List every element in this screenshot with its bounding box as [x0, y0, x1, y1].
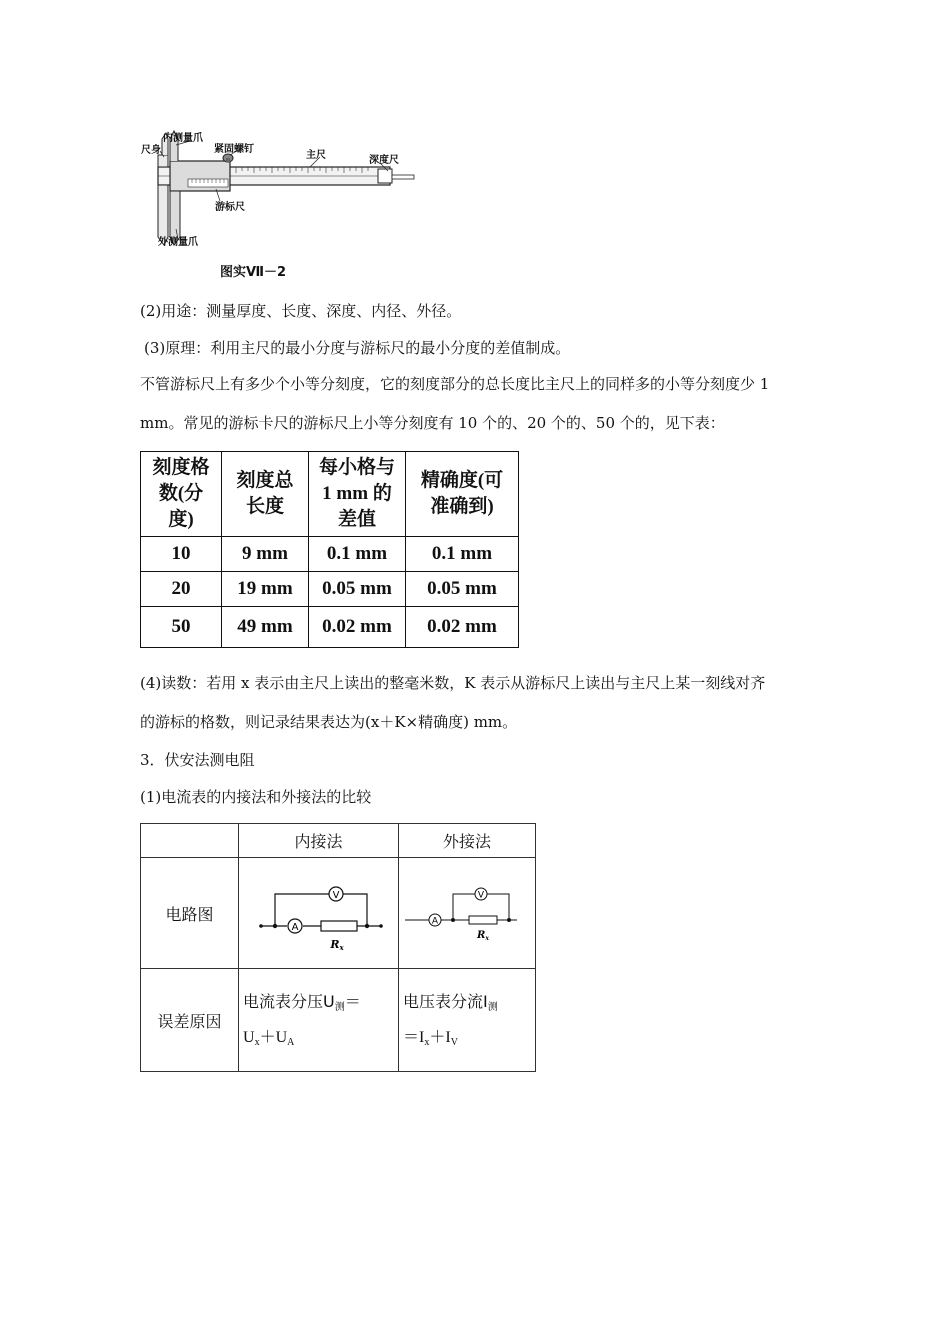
resistor-label: $R_x$ [477, 930, 489, 942]
ammeter-label: A [291, 922, 299, 933]
junction-dot [451, 918, 455, 922]
ammeter-label: A [431, 916, 439, 927]
para-desc-line2: mm。常见的游标卡尺的游标尺上小等分刻度有 10 个的、20 个的、50 个的，见下表： [140, 414, 725, 432]
table-cell: 0.02 mm [406, 607, 519, 648]
junction-dot [365, 924, 369, 928]
header-precision [406, 452, 519, 537]
inner-circuit-diagram [239, 858, 398, 964]
table-cell: 20 [141, 572, 222, 607]
label-inner-jaws: 内测量爪 [163, 133, 203, 144]
header-outer-method: 外接法 [399, 824, 536, 858]
terminal-dot [259, 924, 263, 928]
header-line: 度) [168, 509, 194, 530]
depth-rod [392, 175, 414, 179]
voltmeter-label: V [332, 890, 340, 901]
table-cell: 0.05 mm [406, 572, 519, 607]
row-label-circuit: 电路图 [141, 858, 239, 969]
header-divisions [141, 452, 222, 537]
label-depth-rod: 深度尺 [369, 155, 399, 166]
para-use: (2)用途：测量厚度、长度、深度、内径、外径。 [140, 302, 462, 320]
table-cell: 9 mm [222, 537, 309, 572]
beam-end-cap [378, 169, 392, 183]
figure-caption: 图实Ⅶ－2 [220, 265, 287, 280]
section-3-heading: 3．伏安法测电阻 [140, 751, 255, 769]
header-line: 长度 [245, 496, 284, 517]
label-lock-screw: 紧固螺钉 [214, 144, 254, 155]
row-label-error: 误差原因 [141, 969, 239, 1072]
header-total-length [222, 452, 309, 537]
table-cell: 0.1 mm [406, 537, 519, 572]
junction-dot [507, 918, 511, 922]
table-cell: 50 [141, 607, 222, 648]
table-cell: 49 mm [222, 607, 309, 648]
outer-error-cell [399, 969, 536, 1072]
label-ruler-body: 尺身 [141, 145, 161, 156]
header-line: 数(分 [158, 483, 204, 504]
header-inner-method: 内接法 [239, 824, 399, 858]
comparison-header-row [141, 824, 536, 858]
header-line: 1 mm 的 [322, 483, 392, 504]
table-cell: 0.02 mm [309, 607, 406, 648]
resistor-icon [321, 921, 357, 931]
outer-circuit-cell [399, 858, 536, 969]
inner-circuit-cell [239, 858, 399, 969]
table-cell: 0.1 mm [309, 537, 406, 572]
caliper-figure [140, 125, 420, 285]
header-line: 刻度总 [236, 470, 294, 491]
table-row [141, 607, 519, 648]
junction-dot [273, 924, 277, 928]
table-cell: 10 [141, 537, 222, 572]
table-row [141, 537, 519, 572]
para-reading-line2: 的游标的格数，则记录结果表达为(x＋K×精确度) mm。 [140, 713, 518, 731]
outer-circuit-diagram [399, 858, 535, 964]
header-line: 差值 [337, 509, 376, 530]
table-row [141, 572, 519, 607]
inner-error-line1: 电流表分压$U_测=$ [243, 992, 361, 1013]
precision-table [140, 451, 519, 648]
header-empty [141, 824, 239, 858]
para-principle: (3)原理：利用主尺的最小分度与游标尺的最小分度的差值制成。 [144, 339, 571, 357]
circuit-row [141, 858, 536, 969]
inner-error-line2: $U_x+U_A$ [243, 1029, 295, 1048]
table-cell: 0.05 mm [309, 572, 406, 607]
resistor-icon [469, 916, 497, 924]
header-line: 准确到) [430, 496, 494, 517]
outer-error-line1: 电压表分流$I_测$ [403, 992, 498, 1013]
inner-error-cell [239, 969, 399, 1072]
section-3-1-heading: (1)电流表的内接法和外接法的比较 [140, 788, 372, 806]
precision-header-row [141, 452, 519, 537]
error-row [141, 969, 536, 1072]
terminal-dot [379, 924, 383, 928]
header-line: 精确度(可 [420, 470, 504, 491]
voltmeter-label: V [477, 890, 485, 901]
comparison-table [140, 823, 536, 1072]
para-desc-line1: 不管游标尺上有多少个小等分刻度，它的刻度部分的总长度比主尺上的同样多的小等分刻度少 1 [140, 375, 770, 393]
label-vernier: 游标尺 [215, 202, 245, 213]
header-difference [309, 452, 406, 537]
outer-error-line2: $=I_x+I_V$ [403, 1029, 458, 1048]
resistor-label: Rx [330, 938, 344, 952]
label-main-scale: 主尺 [306, 150, 326, 161]
table-cell: 19 mm [222, 572, 309, 607]
para-reading-line1: (4)读数：若用 x 表示由主尺上读出的整毫米数，K 表示从游标尺上读出与主尺上某一刻线对齐 [140, 674, 766, 692]
header-line: 刻度格 [152, 457, 210, 478]
header-line: 每小格与 [318, 457, 395, 478]
label-outer-jaws: 外测量爪 [158, 237, 198, 248]
